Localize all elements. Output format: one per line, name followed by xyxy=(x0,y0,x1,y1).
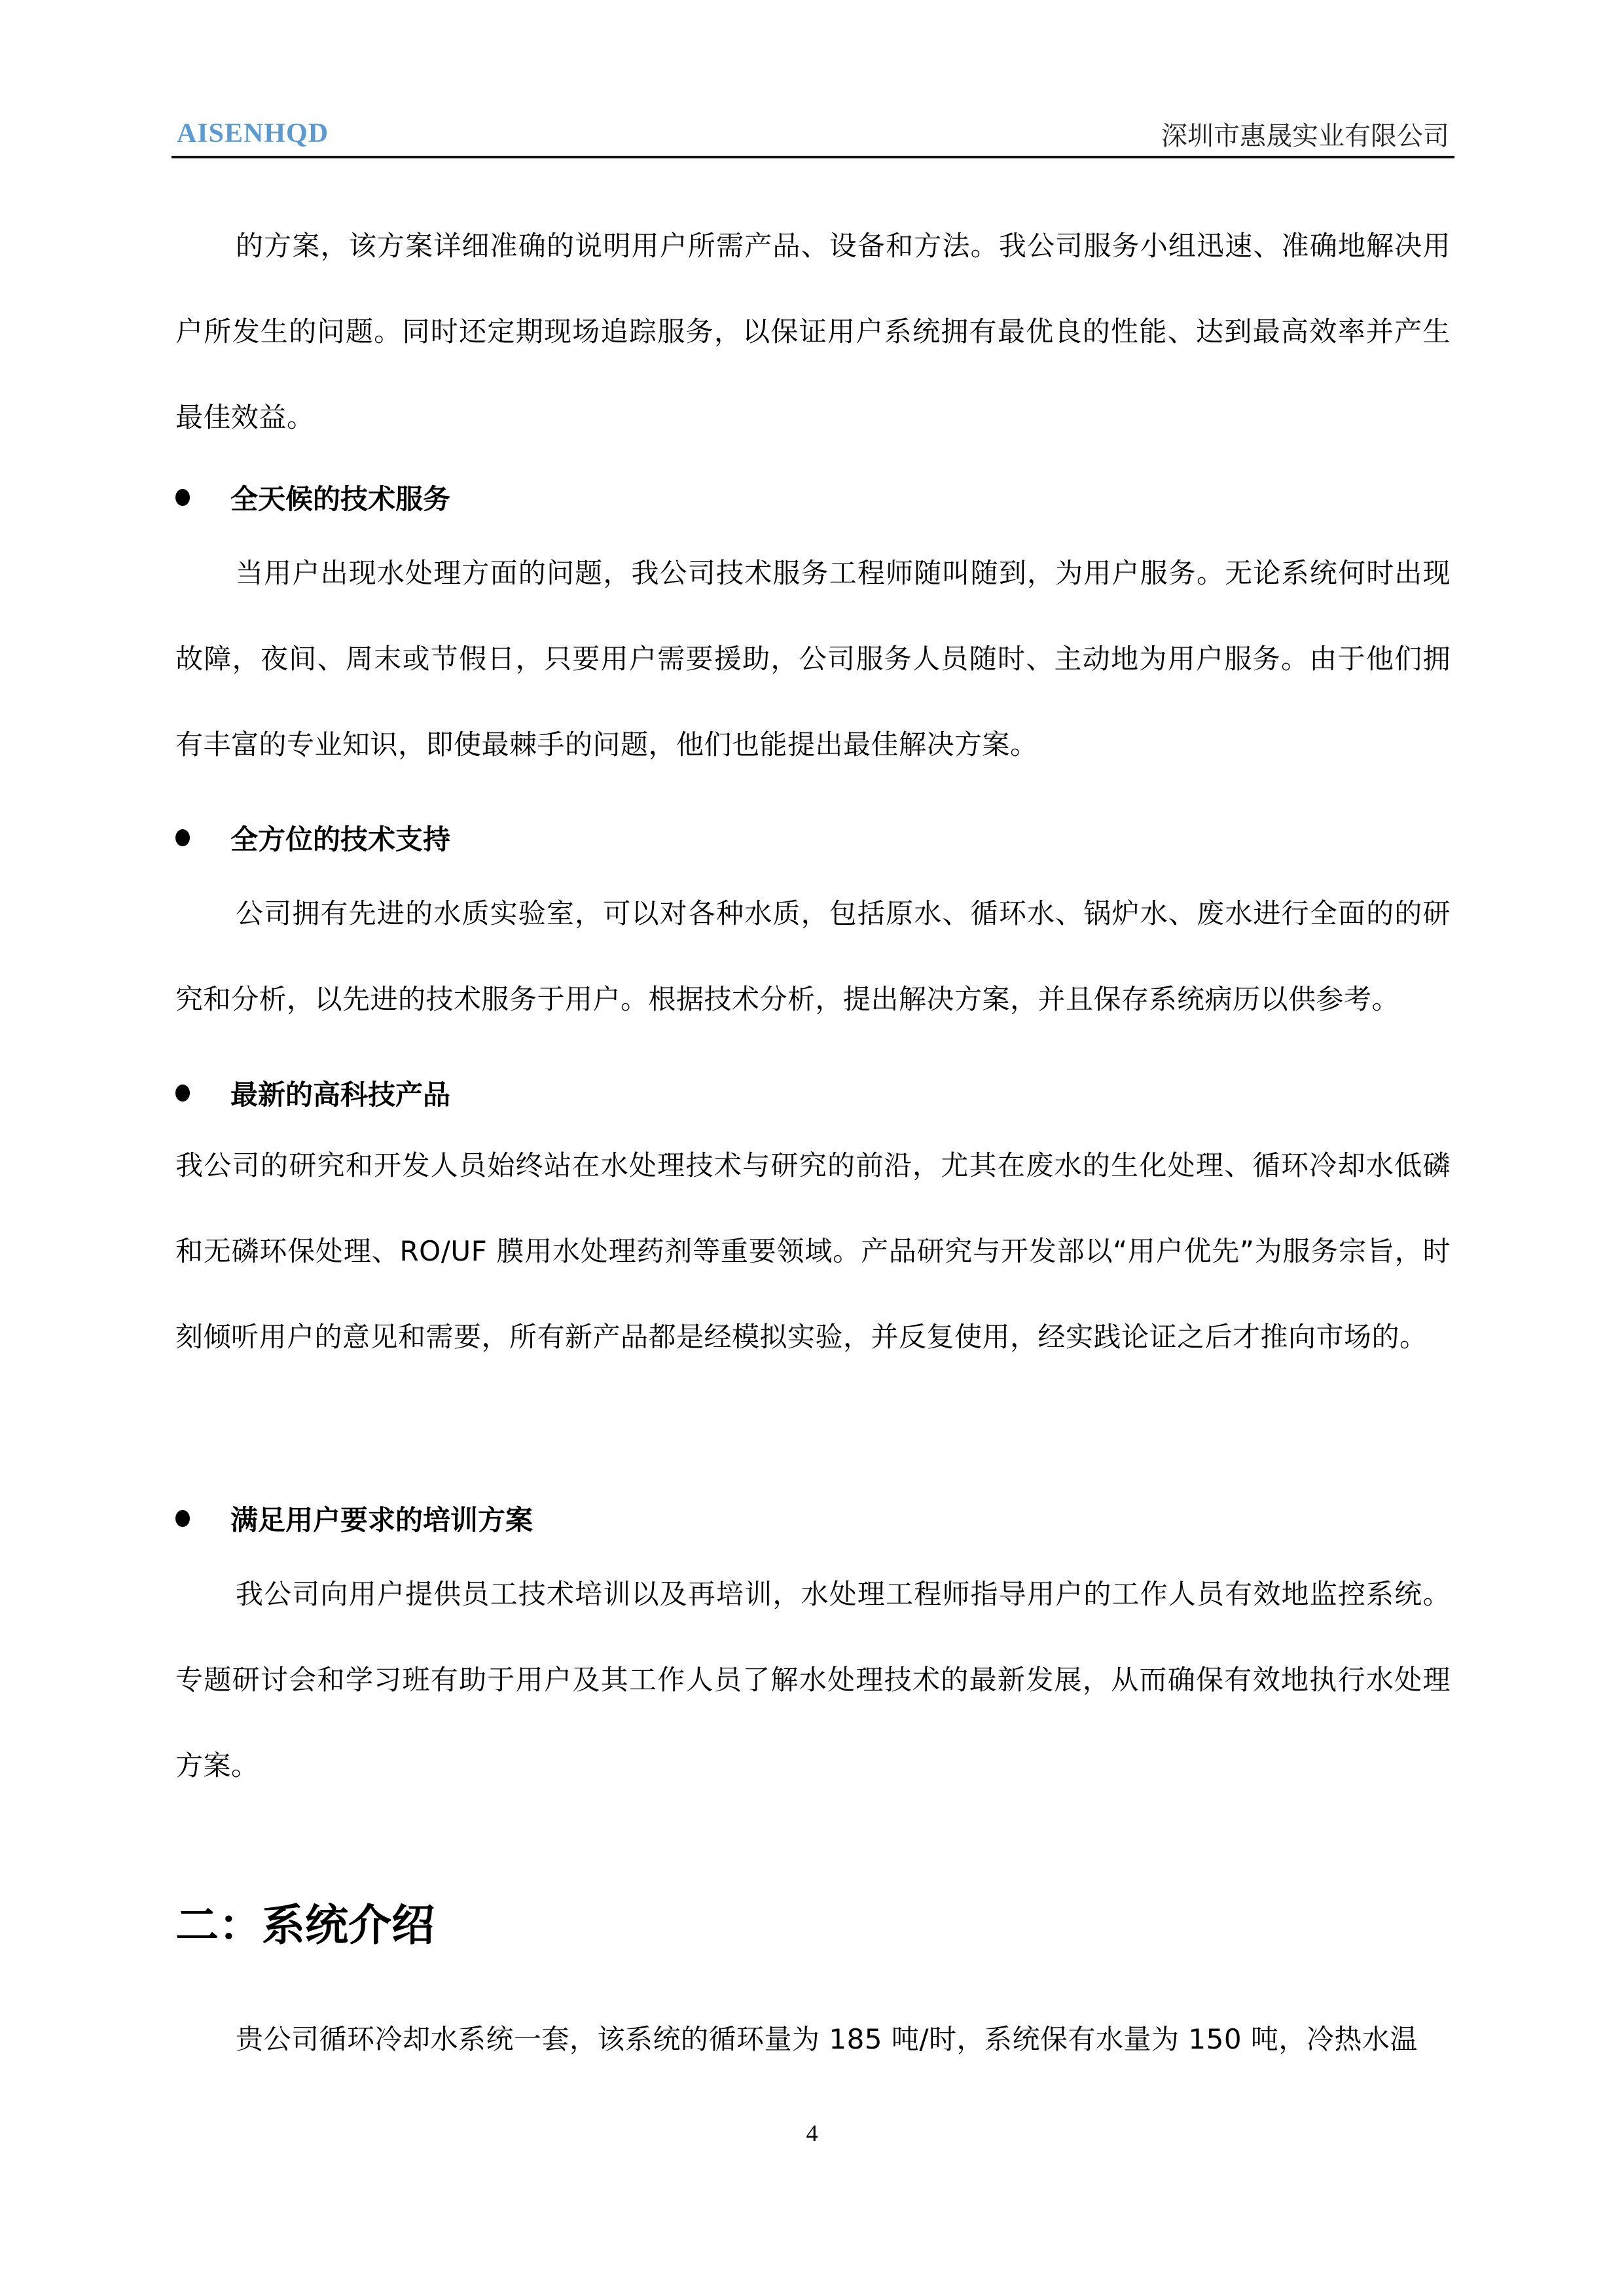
section-heading-4 xyxy=(175,1499,533,1538)
company-name: 深圳市惠晟实业有限公司 xyxy=(1161,121,1449,151)
intro-paragraph: 的方案，该方案详细准确的说明用户所需产品、设备和方法。我公司服务小组迅速、准确地解决用户所发生的问题。同时还定期现场追踪服务，以保证用户系统拥有最优良的性能、达到最高效率并产生最佳效益。 xyxy=(175,230,1451,433)
section-body-2: 公司拥有先进的水质实验室，可以对各种水质，包括原水、循环水、锅炉水、废水进行全面的的研究和分析，以先进的技术服务于用户。根据技术分析，提出解决方案，并且保存系统病历以供参考。 xyxy=(175,897,1451,1015)
section-body-4: 我公司向用户提供员工技术培训以及再培训，水处理工程师指导用户的工作人员有效地监控系统。专题研讨会和学习班有助于用户及其工作人员了解水处理技术的最新发展，从而确保有效地执行水处理方案。 xyxy=(175,1578,1451,1782)
bullet-icon xyxy=(175,489,190,506)
section-heading-3 xyxy=(175,1073,450,1113)
section-body-3: 我公司的研究和开发人员始终站在水处理技术与研究的前沿，尤其在废水的生化处理、循环冷却水低磷和无磷环保处理、RO/UF 膜用水处理药剂等重要领域。产品研究与开发部以“用户优先”为服务宗旨，时刻倾听用户的意见和需要，所有新产品都是经模拟实验，并反复使用，经实践论证之后才推向市场的。 xyxy=(175,1149,1451,1353)
section-title: 全方位的技术支持 xyxy=(230,823,451,855)
bullet-icon xyxy=(175,1085,190,1102)
chapter-body: 贵公司循环冷却水系统一套，该系统的循环量为 185 吨/时，系统保有水量为 150 吨，冷热水温 xyxy=(236,2023,1418,2055)
header-divider xyxy=(171,156,1454,158)
bullet-icon xyxy=(175,1510,190,1527)
section-heading-1 xyxy=(175,478,450,517)
section-title: 全天候的技术服务 xyxy=(230,483,451,515)
brand-logo-text: AISENHQD xyxy=(177,118,329,149)
page-number: 4 xyxy=(806,2120,818,2146)
section-heading-2 xyxy=(175,818,450,857)
section-title: 最新的高科技产品 xyxy=(230,1079,451,1111)
section-body-1: 当用户出现水处理方面的问题，我公司技术服务工程师随叫随到，为用户服务。无论系统何时出现故障，夜间、周末或节假日，只要用户需要援助，公司服务人员随时、主动地为用户服务。由于他们拥有丰富的专业知识，即使最棘手的问题，他们也能提出最佳解决方案。 xyxy=(175,557,1451,761)
chapter-title: 二：系统介绍 xyxy=(175,1900,435,1950)
page-header xyxy=(171,113,1454,158)
section-title: 满足用户要求的培训方案 xyxy=(230,1504,533,1536)
bullet-icon xyxy=(175,829,190,846)
